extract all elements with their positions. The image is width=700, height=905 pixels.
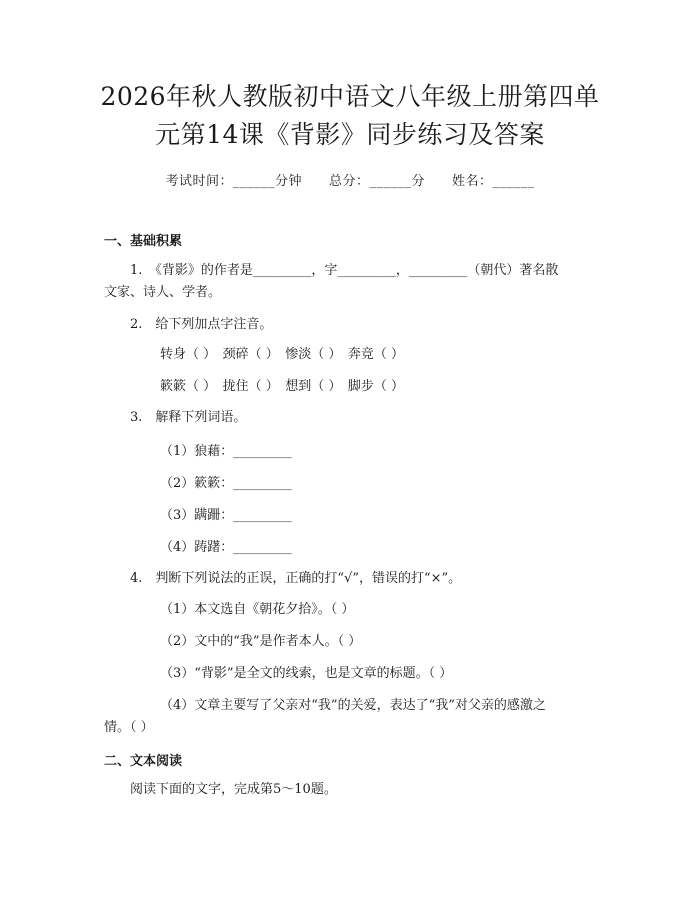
question-4-item-4-line-1: （4）文章主要写了父亲对“我”的关爱，表达了“我”对父亲的感激之 bbox=[160, 698, 546, 713]
section-heading-reading: 二、文本阅读 bbox=[104, 754, 183, 769]
question-3-item-1: （1）狼藉：_________ bbox=[160, 444, 292, 459]
title-line-2: 元第14课《背影》同步练习及答案 bbox=[155, 120, 545, 149]
question-2-row-2: 簌簌（ ） 拢住（ ） 想到（ ） 脚步（ ） bbox=[160, 379, 405, 394]
question-4-item-2: （2）文中的“我”是作者本人。（ ） bbox=[160, 634, 362, 649]
section-heading-basics: 一、基础积累 bbox=[104, 234, 183, 249]
page-title bbox=[70, 78, 630, 154]
title-line-1: 2026年秋人教版初中语文八年级上册第四单 bbox=[100, 82, 600, 111]
question-1-line-1: 1. 《背影》的作者是_________，字_________，_________（朝代）著名散 bbox=[104, 263, 559, 278]
question-3-item-4: （4）踌躇：_________ bbox=[160, 540, 292, 555]
question-4-item-4-line-2: 情。（ ） bbox=[104, 720, 154, 735]
question-3: 3. 解释下列词语。 bbox=[104, 410, 247, 425]
question-2: 2. 给下列加点字注音。 bbox=[104, 317, 273, 332]
question-2-row-1: 转身（ ） 颈碎（ ） 惨淡（ ） 奔竞（ ） bbox=[160, 347, 405, 362]
question-4-item-1: （1）本文选自《朝花夕拾》。（ ） bbox=[160, 602, 355, 617]
reading-intro: 阅读下面的文字，完成第5～10题。 bbox=[130, 782, 337, 797]
question-4-item-3: （3）“背影”是全文的线索，也是文章的标题。（ ） bbox=[160, 666, 453, 681]
question-3-item-3: （3）蹒跚：_________ bbox=[160, 508, 292, 523]
question-4: 4. 判断下列说法的正误，正确的打“√”，错误的打“×”。 bbox=[104, 571, 462, 586]
question-1-line-2: 文家、诗人、学者。 bbox=[104, 285, 222, 300]
question-3-item-2: （2）簌簌：_________ bbox=[160, 476, 292, 491]
exam-info: 考试时间：______分钟 总分：______分 姓名：______ bbox=[165, 174, 535, 189]
